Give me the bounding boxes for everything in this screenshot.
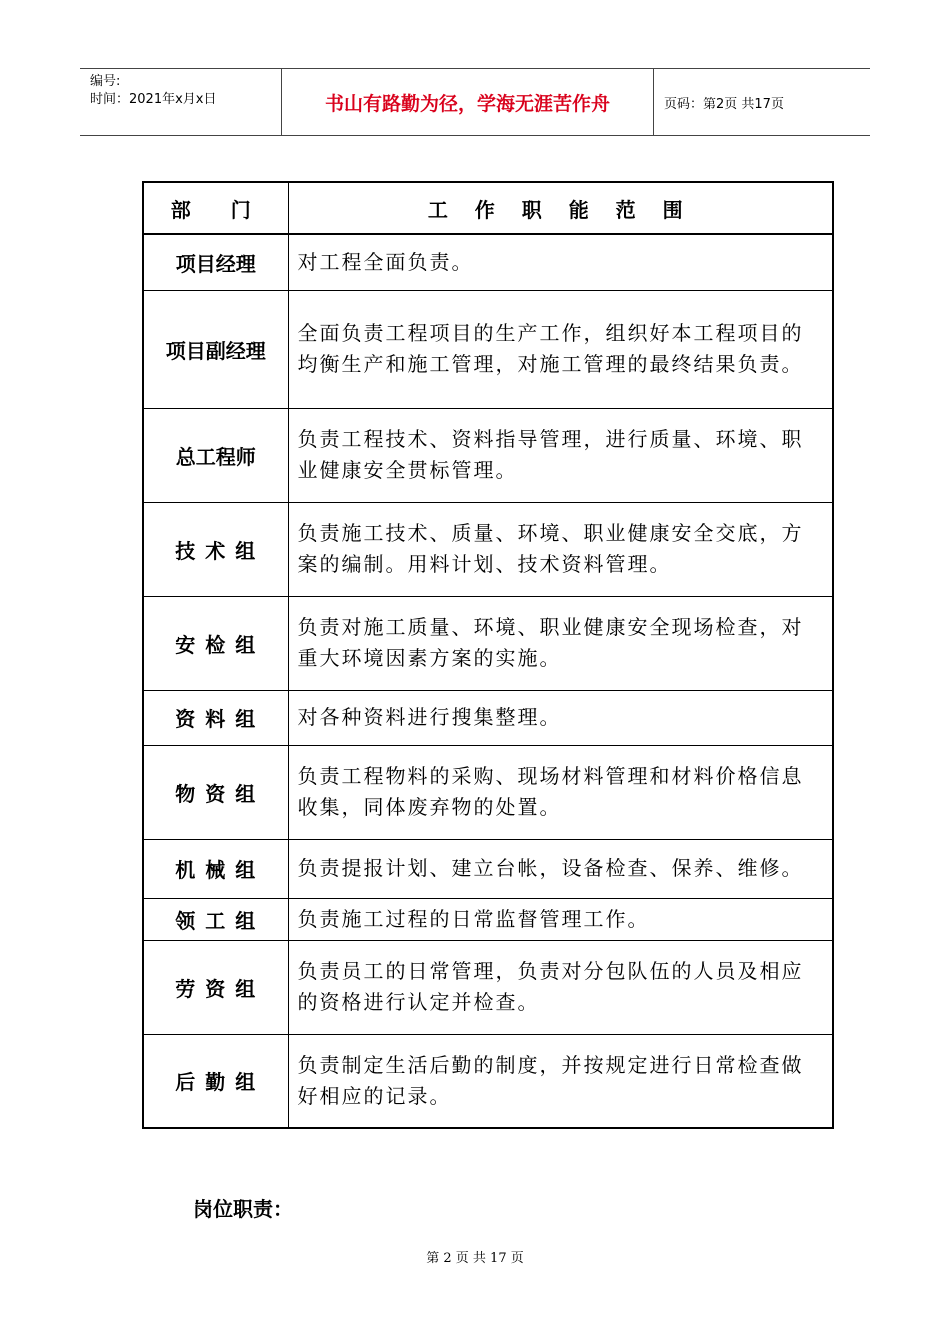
table-row bbox=[143, 745, 833, 839]
motto: 书山有路勤为径，学海无涯苦作舟 bbox=[282, 69, 654, 135]
dept-cell: 领工组 bbox=[143, 898, 288, 940]
header-scope: 工 作 职 能 范 围 bbox=[288, 182, 833, 234]
dept-cell: 总工程师 bbox=[143, 408, 288, 502]
page-header bbox=[80, 68, 870, 136]
desc-cell: 负责提报计划、建立台帐，设备检查、保养、维修。 bbox=[288, 839, 833, 898]
table-row bbox=[143, 290, 833, 408]
duty-table bbox=[142, 181, 834, 1129]
time-label: 时间：2021年x月x日 bbox=[90, 92, 217, 107]
desc-cell: 负责工程技术、资料指导管理，进行质量、环境、职业健康安全贯标管理。 bbox=[288, 408, 833, 502]
dept-cell: 安检组 bbox=[143, 596, 288, 690]
dept-cell: 资料组 bbox=[143, 690, 288, 745]
dept-cell: 劳资组 bbox=[143, 940, 288, 1034]
table-row bbox=[143, 408, 833, 502]
page-footer: 第 2 页 共 17 页 bbox=[426, 1251, 524, 1266]
table-row bbox=[143, 596, 833, 690]
number-label: 编号: bbox=[90, 74, 121, 89]
table-row bbox=[143, 940, 833, 1034]
dept-cell: 项目副经理 bbox=[143, 290, 288, 408]
desc-cell: 对各种资料进行搜集整理。 bbox=[288, 690, 833, 745]
header-dept: 部 门 bbox=[143, 182, 288, 234]
table-row bbox=[143, 234, 833, 290]
desc-cell: 负责施工过程的日常监督管理工作。 bbox=[288, 898, 833, 940]
table-row bbox=[143, 690, 833, 745]
table-row bbox=[143, 839, 833, 898]
table-row bbox=[143, 898, 833, 940]
dept-cell: 技术组 bbox=[143, 502, 288, 596]
dept-cell: 物资组 bbox=[143, 745, 288, 839]
desc-cell: 负责制定生活后勤的制度，并按规定进行日常检查做好相应的记录。 bbox=[288, 1034, 833, 1128]
table-header-row bbox=[143, 182, 833, 234]
desc-cell: 对工程全面负责。 bbox=[288, 234, 833, 290]
section-heading: 岗位职责： bbox=[193, 1197, 293, 1221]
header-meta bbox=[80, 69, 282, 135]
dept-cell: 机械组 bbox=[143, 839, 288, 898]
table-row bbox=[143, 1034, 833, 1128]
desc-cell: 负责工程物料的采购、现场材料管理和材料价格信息收集，同体废弃物的处置。 bbox=[288, 745, 833, 839]
desc-cell: 负责对施工质量、环境、职业健康安全现场检查，对重大环境因素方案的实施。 bbox=[288, 596, 833, 690]
page-info: 页码：第2页 共17页 bbox=[664, 96, 784, 112]
desc-cell: 负责员工的日常管理，负责对分包队伍的人员及相应的资格进行认定并检查。 bbox=[288, 940, 833, 1034]
table-row bbox=[143, 502, 833, 596]
dept-cell: 项目经理 bbox=[143, 234, 288, 290]
dept-cell: 后勤组 bbox=[143, 1034, 288, 1128]
desc-cell: 全面负责工程项目的生产工作，组织好本工程项目的均衡生产和施工管理，对施工管理的最终结果负责。 bbox=[288, 290, 833, 408]
desc-cell: 负责施工技术、质量、环境、职业健康安全交底，方案的编制。用料计划、技术资料管理。 bbox=[288, 502, 833, 596]
